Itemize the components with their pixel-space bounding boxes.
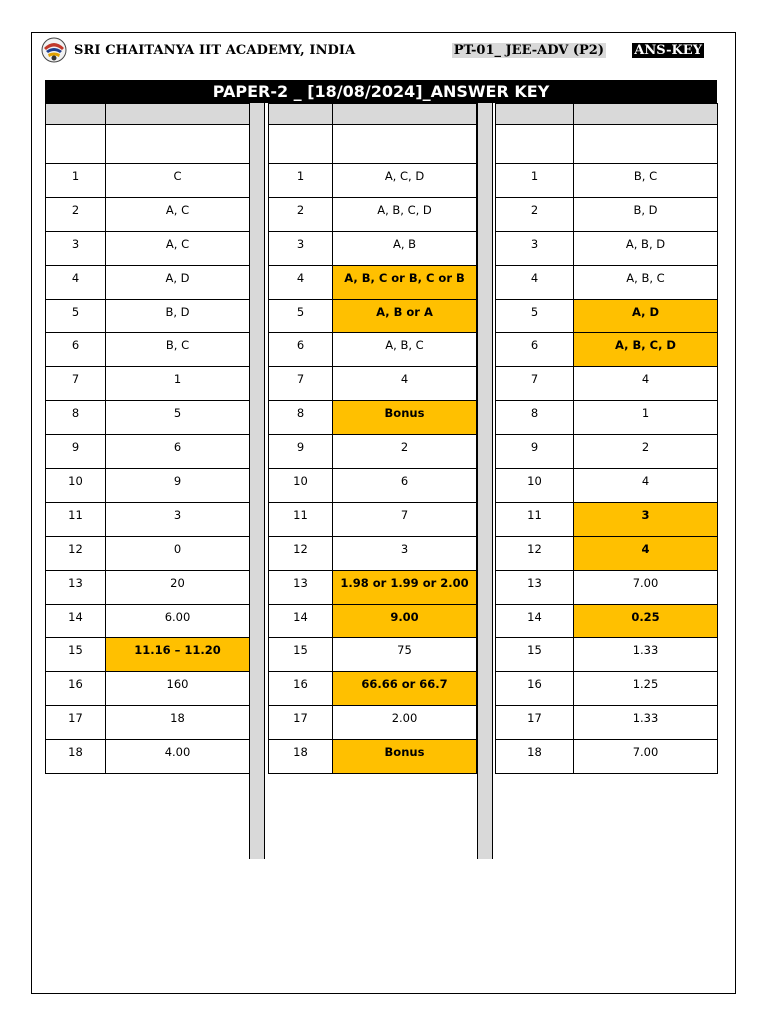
question-number: 4 — [269, 265, 333, 299]
question-number: 14 — [496, 604, 574, 638]
answer-cell: 2.00 — [333, 706, 477, 740]
answer-cell: 4 — [574, 536, 718, 570]
answer-cell: 7.00 — [574, 570, 718, 604]
blank-cell — [333, 125, 477, 164]
question-number: 15 — [46, 638, 106, 672]
blank-cell — [46, 125, 106, 164]
answer-cell: A, D — [106, 265, 250, 299]
answer-cell: 20 — [106, 570, 250, 604]
question-number: 16 — [496, 672, 574, 706]
question-number: 1 — [496, 164, 574, 198]
table-row — [269, 604, 477, 638]
question-number: 18 — [46, 740, 106, 774]
table-row — [269, 706, 477, 740]
test-code: PT-01_ JEE-ADV (P2) — [453, 43, 604, 58]
table-row — [496, 469, 718, 503]
answer-cell: 7 — [333, 502, 477, 536]
answer-cell: 2 — [333, 435, 477, 469]
table-row — [46, 469, 250, 503]
table-row — [269, 265, 477, 299]
answer-cell: 9.00 — [333, 604, 477, 638]
answer-cell: A, B, C, D — [333, 197, 477, 231]
answer-cell: 0.25 — [574, 604, 718, 638]
table-row — [46, 197, 250, 231]
answer-cell: A, C — [106, 197, 250, 231]
table-row — [496, 231, 718, 265]
answer-cell: A, D — [574, 299, 718, 333]
table-row — [269, 502, 477, 536]
question-number: 5 — [46, 299, 106, 333]
grey-cell — [574, 104, 718, 125]
answer-cell: B, C — [106, 333, 250, 367]
question-number: 1 — [46, 164, 106, 198]
answer-cell: A, B, C, D — [574, 333, 718, 367]
question-number: 17 — [269, 706, 333, 740]
table-row — [269, 401, 477, 435]
ans-key-tag: ANS-KEY — [634, 43, 702, 58]
table-row — [46, 435, 250, 469]
question-number: 18 — [269, 740, 333, 774]
table-row — [46, 706, 250, 740]
page-title: PAPER-2 _ [18/08/2024]_ANSWER KEY — [45, 80, 717, 103]
question-number: 12 — [269, 536, 333, 570]
table-row — [269, 536, 477, 570]
table-row — [496, 740, 718, 774]
question-number: 7 — [46, 367, 106, 401]
answer-cell: 18 — [106, 706, 250, 740]
table-row — [496, 672, 718, 706]
table-row — [46, 570, 250, 604]
answer-cell: B, D — [106, 299, 250, 333]
header-grey-row — [46, 104, 250, 125]
answer-cell: A, B, D — [574, 231, 718, 265]
table-row — [46, 367, 250, 401]
question-number: 12 — [46, 536, 106, 570]
question-number: 11 — [46, 502, 106, 536]
table-row — [269, 570, 477, 604]
table-row — [269, 231, 477, 265]
answer-cell: 1.33 — [574, 638, 718, 672]
answer-cell: 4.00 — [106, 740, 250, 774]
answer-section-3 — [495, 103, 718, 774]
answer-cell: 2 — [574, 435, 718, 469]
table-row — [269, 299, 477, 333]
answer-cell: 75 — [333, 638, 477, 672]
question-number: 9 — [46, 435, 106, 469]
table-row — [496, 570, 718, 604]
answer-cell: 160 — [106, 672, 250, 706]
answer-table — [268, 103, 477, 774]
answer-cell: 4 — [333, 367, 477, 401]
question-number: 17 — [496, 706, 574, 740]
table-row — [269, 367, 477, 401]
question-number: 11 — [269, 502, 333, 536]
table-row — [46, 536, 250, 570]
table-row — [269, 333, 477, 367]
header-grey-row — [269, 104, 477, 125]
question-number: 7 — [269, 367, 333, 401]
table-row — [46, 740, 250, 774]
section-divider — [477, 103, 493, 859]
answer-cell: 6 — [106, 435, 250, 469]
table-row — [496, 333, 718, 367]
answer-cell: A, B, C — [333, 333, 477, 367]
answer-cell: Bonus — [333, 740, 477, 774]
question-number: 15 — [496, 638, 574, 672]
question-number: 10 — [46, 469, 106, 503]
grey-cell — [46, 104, 106, 125]
answer-cell: A, B, C or B, C or B — [333, 265, 477, 299]
question-number: 9 — [496, 435, 574, 469]
answer-table — [495, 103, 718, 774]
answer-cell: A, C, D — [333, 164, 477, 198]
question-number: 13 — [269, 570, 333, 604]
grey-cell — [496, 104, 574, 125]
question-number: 8 — [269, 401, 333, 435]
question-number: 4 — [496, 265, 574, 299]
answer-cell: C — [106, 164, 250, 198]
question-number: 3 — [269, 231, 333, 265]
table-row — [496, 367, 718, 401]
question-number: 15 — [269, 638, 333, 672]
answer-cell: 1 — [574, 401, 718, 435]
table-row — [496, 536, 718, 570]
table-row — [269, 740, 477, 774]
question-number: 6 — [269, 333, 333, 367]
table-row — [46, 299, 250, 333]
question-number: 10 — [269, 469, 333, 503]
answer-cell: 66.66 or 66.7 — [333, 672, 477, 706]
question-number: 5 — [496, 299, 574, 333]
answer-cell: 1.25 — [574, 672, 718, 706]
question-number: 8 — [496, 401, 574, 435]
table-row — [269, 197, 477, 231]
question-number: 1 — [269, 164, 333, 198]
question-number: 17 — [46, 706, 106, 740]
table-row — [496, 164, 718, 198]
table-row — [46, 333, 250, 367]
blank-cell — [269, 125, 333, 164]
table-row — [46, 638, 250, 672]
answer-cell: 7.00 — [574, 740, 718, 774]
answer-table — [45, 103, 250, 774]
question-number: 3 — [496, 231, 574, 265]
answer-cell: B, D — [574, 197, 718, 231]
table-row — [496, 604, 718, 638]
table-row — [269, 638, 477, 672]
question-number: 16 — [46, 672, 106, 706]
question-number: 4 — [46, 265, 106, 299]
table-row — [496, 401, 718, 435]
question-number: 6 — [46, 333, 106, 367]
question-number: 13 — [496, 570, 574, 604]
answer-cell: A, B or A — [333, 299, 477, 333]
answer-cell: A, C — [106, 231, 250, 265]
page-header — [40, 34, 708, 66]
table-row — [46, 164, 250, 198]
answer-cell: A, B — [333, 231, 477, 265]
answer-cell: 1.33 — [574, 706, 718, 740]
answer-cell: 9 — [106, 469, 250, 503]
question-number: 12 — [496, 536, 574, 570]
question-number: 6 — [496, 333, 574, 367]
table-row — [46, 231, 250, 265]
header-blank-row — [46, 125, 250, 164]
header-grey-row — [496, 104, 718, 125]
table-row — [46, 265, 250, 299]
answer-cell: 4 — [574, 469, 718, 503]
grey-cell — [333, 104, 477, 125]
table-row — [496, 638, 718, 672]
table-row — [496, 435, 718, 469]
table-row — [269, 469, 477, 503]
question-number: 3 — [46, 231, 106, 265]
question-number: 9 — [269, 435, 333, 469]
table-row — [496, 299, 718, 333]
question-number: 14 — [46, 604, 106, 638]
answer-cell: 1.98 or 1.99 or 2.00 — [333, 570, 477, 604]
table-row — [46, 672, 250, 706]
table-row — [46, 401, 250, 435]
table-row — [496, 265, 718, 299]
question-number: 7 — [496, 367, 574, 401]
grey-cell — [106, 104, 250, 125]
question-number: 2 — [269, 197, 333, 231]
table-row — [269, 164, 477, 198]
answer-cell: 4 — [574, 367, 718, 401]
question-number: 14 — [269, 604, 333, 638]
answer-cell: 11.16 – 11.20 — [106, 638, 250, 672]
table-row — [496, 197, 718, 231]
question-number: 5 — [269, 299, 333, 333]
section-divider — [249, 103, 265, 859]
table-row — [46, 604, 250, 638]
table-row — [269, 672, 477, 706]
question-number: 18 — [496, 740, 574, 774]
answer-cell: 3 — [574, 502, 718, 536]
question-number: 16 — [269, 672, 333, 706]
institute-name: SRI CHAITANYA IIT ACADEMY, INDIA — [74, 43, 356, 58]
question-number: 10 — [496, 469, 574, 503]
answer-cell: 0 — [106, 536, 250, 570]
grey-cell — [269, 104, 333, 125]
answer-cell: Bonus — [333, 401, 477, 435]
answer-section-2 — [268, 103, 477, 774]
academy-logo-icon — [40, 36, 68, 64]
blank-cell — [496, 125, 574, 164]
answer-cell: 3 — [106, 502, 250, 536]
question-number: 13 — [46, 570, 106, 604]
question-number: 8 — [46, 401, 106, 435]
blank-cell — [574, 125, 718, 164]
answer-cell: 3 — [333, 536, 477, 570]
table-row — [46, 502, 250, 536]
blank-cell — [106, 125, 250, 164]
answer-cell: 1 — [106, 367, 250, 401]
answer-cell: 6.00 — [106, 604, 250, 638]
answer-cell: 5 — [106, 401, 250, 435]
question-number: 2 — [496, 197, 574, 231]
answer-cell: 6 — [333, 469, 477, 503]
table-row — [496, 502, 718, 536]
answer-cell: B, C — [574, 164, 718, 198]
header-blank-row — [269, 125, 477, 164]
question-number: 11 — [496, 502, 574, 536]
answer-section-1 — [45, 103, 250, 774]
table-row — [496, 706, 718, 740]
answer-cell: A, B, C — [574, 265, 718, 299]
question-number: 2 — [46, 197, 106, 231]
table-row — [269, 435, 477, 469]
header-blank-row — [496, 125, 718, 164]
